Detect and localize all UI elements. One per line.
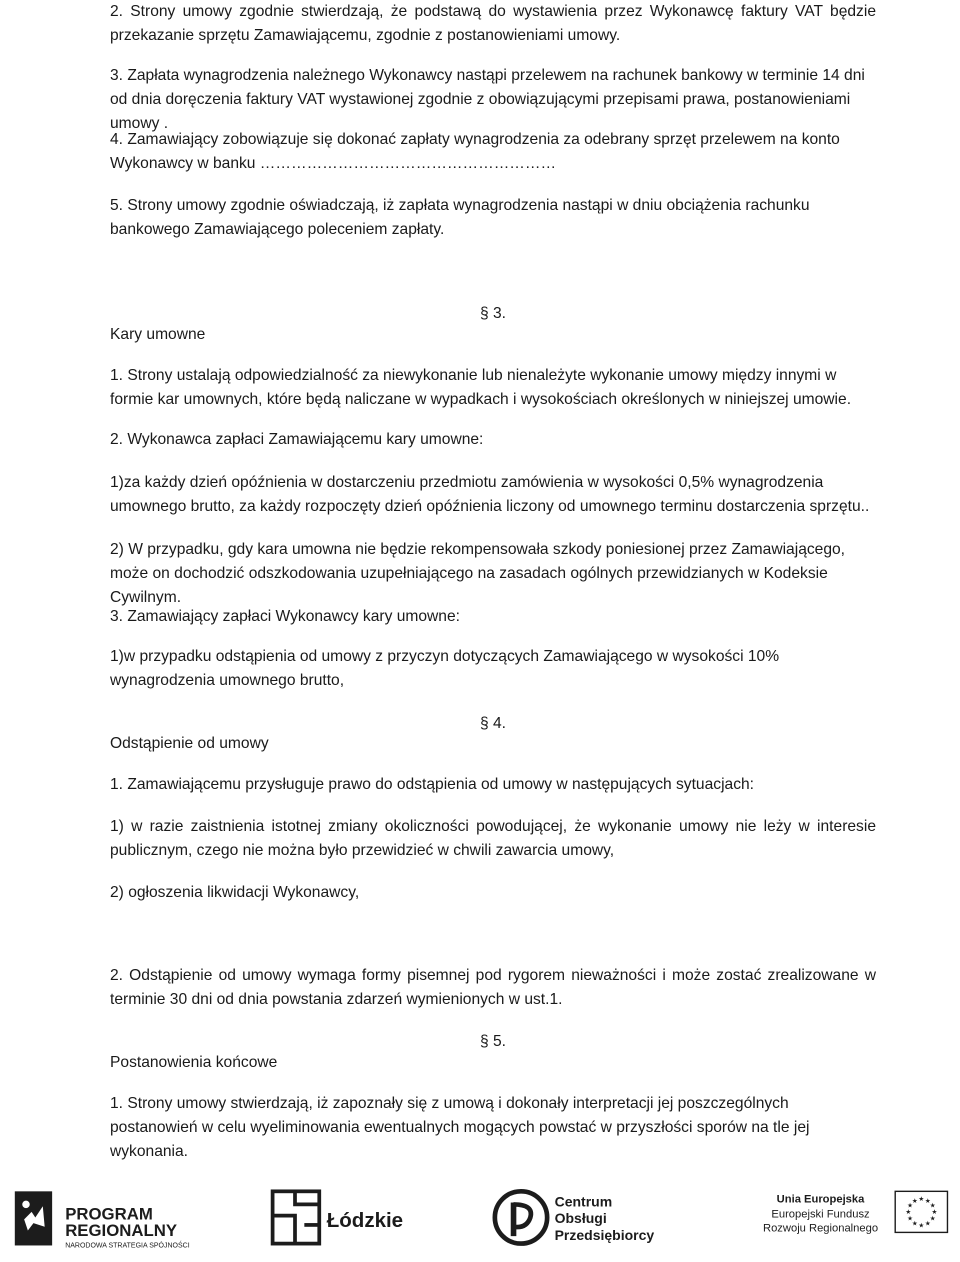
lodzkie-emblem-icon bbox=[273, 1191, 320, 1243]
eu-text-2: Europejski Fundusz bbox=[771, 1208, 870, 1221]
program-regionalny-logo bbox=[0, 1182, 220, 1252]
paragraph-3: 3. Zapłata wynagrodzenia należnego Wykonawcy nastąpi przelewem na rachunek bankowy w terminie 14 dni od dnia doręczenia faktury VAT wystawionej zgodnie z obowiązującymi przepisami prawa, postanowieniami umowy . bbox=[110, 67, 865, 132]
section4-paragraph-2: 2. Odstąpienie od umowy wymaga formy pisemnej pod rygorem nieważności i może zostać zrealizowane w terminie 30 dni od dnia powstania zdarzeń wymienionych w ust.1. bbox=[110, 967, 876, 1008]
eu-text-3: Rozwoju Regionalnego bbox=[763, 1222, 879, 1235]
eu-text-1: Unia Europejska bbox=[776, 1193, 865, 1206]
section3-paragraph-1: 1. Strony ustalają odpowiedzialność za niewykonanie lub nienależyte wykonanie umowy między innymi w formie kar umownych, które będą naliczane w wypadkach i wysokościach określonych w niniejszej umowie. bbox=[110, 367, 852, 408]
cop-text-1: Centrum bbox=[554, 1193, 613, 1210]
eu-star-icon: ★ bbox=[924, 1196, 931, 1205]
eu-logo bbox=[756, 1182, 956, 1252]
paragraph-2: 2. Strony umowy zgodnie stwierdzają, że podstawą do wystawienia przez Wykonawcę faktury VAT będzie przekazanie sprzętu Zamawiającemu, zgodnie z postanowieniami umowy. bbox=[110, 3, 876, 44]
eu-star-icon: ★ bbox=[918, 1195, 925, 1204]
section4-item-1-1: 1) w razie zaistnienia istotnej zmiany okoliczności powodującej, że wykonanie umowy nie leży w interesie publicznym, czego nie można było przewidzieć w chwili zawarcia umowy, bbox=[110, 818, 876, 859]
footer-logos bbox=[0, 1182, 960, 1262]
section-title-postanowienia: Postanowienia końcowe bbox=[110, 1054, 278, 1071]
eu-star-icon: ★ bbox=[931, 1208, 938, 1217]
eu-star-icon: ★ bbox=[907, 1201, 913, 1210]
section3-paragraph-2: 2. Wykonawca zapłaci Zamawiającemu kary umowne: bbox=[110, 431, 484, 448]
section-title-kary-umowne: Kary umowne bbox=[110, 326, 206, 343]
cop-text-2: Obsługi bbox=[554, 1210, 607, 1227]
section5-paragraph-1: 1. Strony umowy stwierdzają, iż zapoznały się z umową i dokonały interpretacji jej poszczególnych postanowień w celu wyeliminowania ewentualnych mogących powstać w przyszłości sporów na tle jej wykonania. bbox=[110, 1095, 810, 1160]
cop-logo bbox=[488, 1182, 655, 1252]
cop-text-3: Przedsiębiorcy bbox=[554, 1226, 655, 1243]
section4-paragraph-1: 1. Zamawiającemu przysługuje prawo do odstąpienia od umowy w następujących sytuacjach: bbox=[110, 776, 755, 793]
lodzkie-text: Łódzkie bbox=[326, 1208, 404, 1232]
lodzkie-logo bbox=[262, 1182, 412, 1252]
program-text-2: REGIONALNY bbox=[65, 1221, 178, 1241]
section-mark-4: § 4. bbox=[480, 715, 507, 732]
section-mark-5: § 5. bbox=[480, 1033, 507, 1050]
paragraph-4: 4. Zamawiający zobowiązuje się dokonać zapłaty wynagrodzenia za odebrany sprzęt przelewem na konto Wykonawcy w banku ………………………………………………… bbox=[110, 131, 840, 172]
program-text-1: PROGRAM bbox=[65, 1204, 153, 1224]
eu-star-icon: ★ bbox=[929, 1201, 936, 1210]
program-logo-dot-icon bbox=[22, 1201, 29, 1208]
cop-emblem-icon bbox=[495, 1191, 547, 1243]
section-mark-3: § 3. bbox=[480, 305, 507, 322]
section-title-odstapienie: Odstąpienie od umowy bbox=[110, 735, 269, 752]
eu-star-icon: ★ bbox=[905, 1208, 912, 1217]
eu-star-icon: ★ bbox=[918, 1221, 925, 1230]
section3-item-3-1: 1)w przypadku odstąpienia od umowy z przyczyn dotyczących Zamawiającego w wysokości 10% wynagrodzenia umownego brutto, bbox=[110, 648, 780, 689]
section3-item-2-2: 2) W przypadku, gdy kara umowna nie będzie rekompensowała szkody poniesionej przez Zamawiającego, może on dochodzić odszkodowania uzupełniającego na zasadach ogólnych przewidzianych w Kodeksie Cywilnym. bbox=[110, 541, 846, 606]
program-text-3: NARODOWA STRATEGIA SPÓJNOŚCI bbox=[65, 1242, 190, 1250]
section3-paragraph-3: 3. Zamawiający zapłaci Wykonawcy kary umowne: bbox=[110, 608, 460, 625]
eu-star-icon: ★ bbox=[907, 1214, 913, 1223]
eu-star-icon: ★ bbox=[911, 1219, 918, 1228]
section3-item-2-1: 1)za każdy dzień opóźnienia w dostarczeniu przedmiotu zamówienia w wysokości 0,5% wynagrodzenia umownego brutto, za każdy rozpoczęty dzień opóźnienia liczony od umownego terminu dostarczenia sprzętu.. bbox=[110, 474, 870, 515]
eu-star-icon: ★ bbox=[929, 1214, 936, 1223]
section4-item-1-2: 2) ogłoszenia likwidacji Wykonawcy, bbox=[110, 884, 360, 901]
eu-flag-icon bbox=[895, 1191, 947, 1232]
eu-star-icon: ★ bbox=[924, 1219, 931, 1228]
paragraph-5: 5. Strony umowy zgodnie oświadczają, iż zapłata wynagrodzenia nastąpi w dniu obciążenia rachunku bankowego Zamawiającego poleceniem zapłaty. bbox=[110, 197, 810, 238]
eu-star-icon: ★ bbox=[911, 1196, 918, 1205]
